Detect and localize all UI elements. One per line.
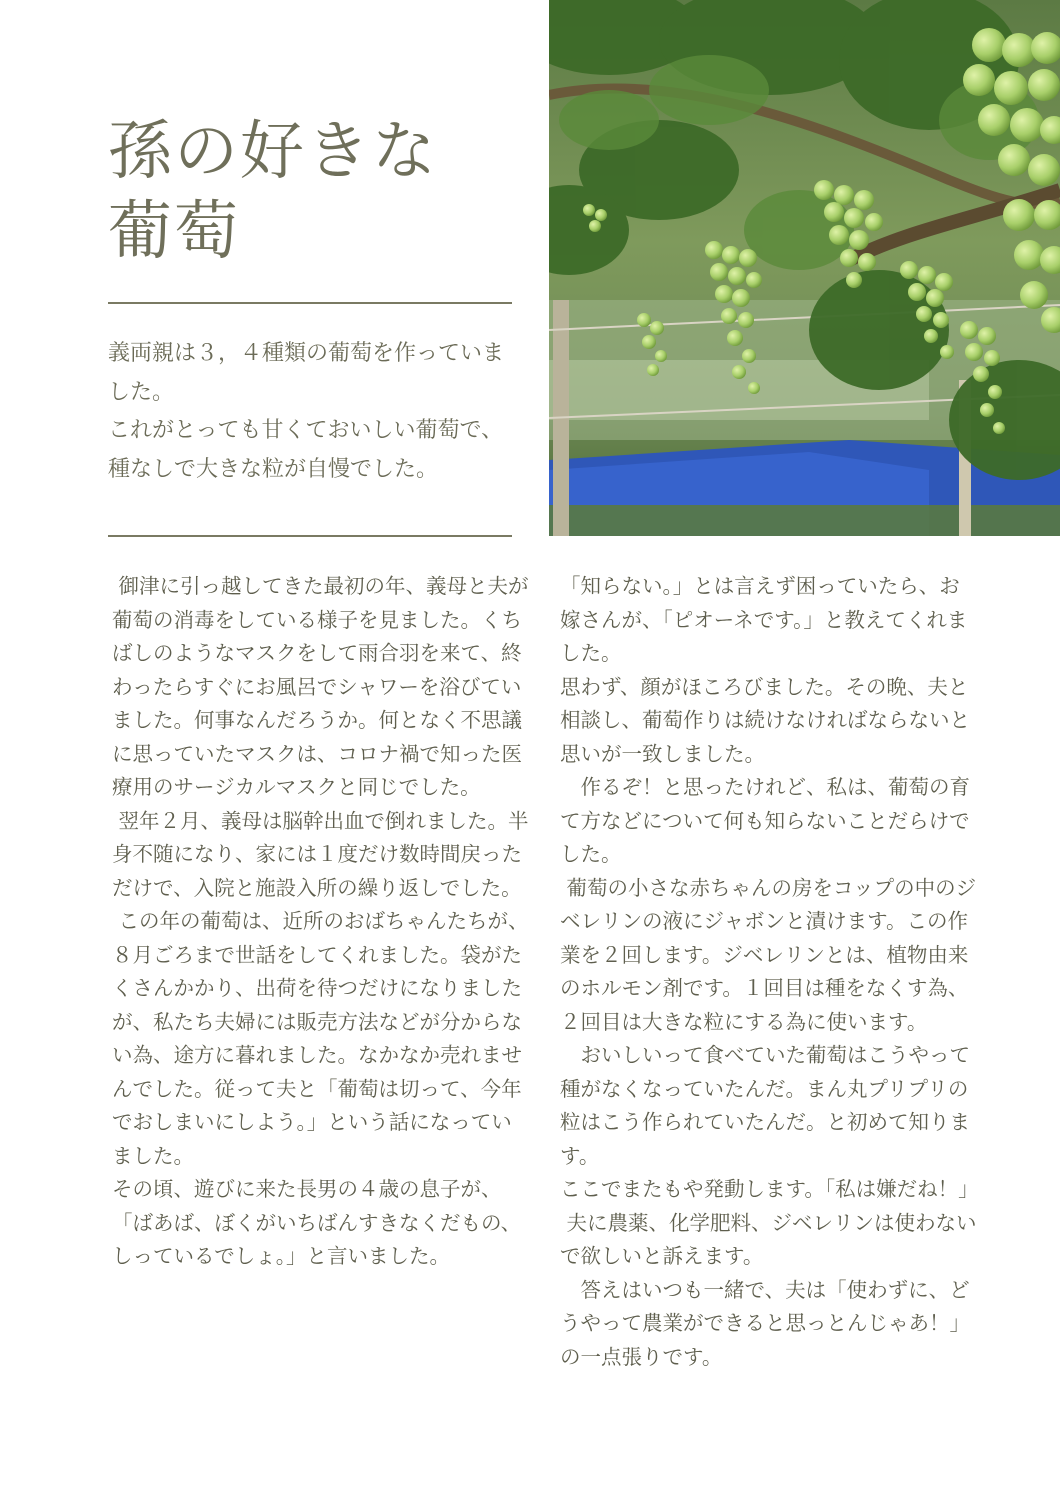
- body-paragraph: その頃、遊びに来た長男の４歳の息子が、「ばあば、ぼくがいちばんすきなくだもの、しっているでしょ。」と言いました。: [112, 1177, 522, 1268]
- title-divider: [108, 302, 512, 304]
- lead-line: 義両親は３，４種類の葡萄を作っていました。: [108, 341, 505, 405]
- body-paragraph: 葡萄の小さな赤ちゃんの房をコップの中のジベレリンの液にジャボンと漬けます。この作業を２回します。ジベレリンとは、植物由来のホルモン剤です。１回目は種をなくす為、２回目は大きな粒にする為に使います。: [560, 875, 977, 1034]
- body-column-right: [560, 570, 980, 1374]
- body-paragraph: 御津に引っ越してきた最初の年、義母と夫が葡萄の消毒をしている様子を見ました。くちばしのようなマスクをして雨合羽を来て、終わったらすぐにお風呂でシャワーを浴びていました。何事なんだろうか。何となく不思議に思っていたマスクは、コロナ禍で知った医療用のサージカルマスクと同じでした。: [112, 574, 529, 799]
- lead-paragraph: [108, 335, 516, 489]
- body-column-left: [112, 570, 532, 1274]
- lead-line: これがとっても甘くておいしい葡萄で、種なしで大きな粒が自慢でした。: [108, 418, 504, 482]
- body-paragraph: おいしいって食べていた葡萄はこうやって種がなくなっていたんだ。まん丸プリプリの粒はこう作られていたんだ。と初めて知ります。: [560, 1043, 970, 1168]
- lead-divider: [108, 535, 512, 537]
- body-paragraph: 思わず、顔がほころびました。その晩、夫と相談し、葡萄作りは続けなければならないと思いが一致しました。: [560, 674, 970, 766]
- body-paragraph: この年の葡萄は、近所のおばちゃんたちが、８月ごろまで世話をしてくれました。袋がたくさんかかり、出荷を待つだけになりましたが、私たち夫婦には販売方法などが分からない為、途方に暮れました。なかなか売れませんでした。従って夫と「葡萄は切って、今年でおしまいにしよう。」という話になっていました。: [112, 909, 529, 1168]
- body-paragraph: 翌年２月、義母は脳幹出血で倒れました。半身不随になり、家には１度だけ数時間戻っただけで、入院と施設入所の繰り返しでした。: [112, 808, 529, 900]
- body-paragraph: 答えはいつも一緒で、夫は「使わずに、どうやって農業ができると思っとんじゃあ！」の一点張りです。: [560, 1277, 970, 1369]
- body-paragraph: 作るぞ！と思ったけれど、私は、葡萄の育て方などについて何も知らないことだらけでした。: [560, 775, 970, 866]
- article-title: 孫の好きな 葡萄: [108, 115, 438, 269]
- body-paragraph: 「知らない。」とは言えず困っていたら、お嫁さんが、「ピオーネです。」と教えてくれました。: [560, 574, 968, 665]
- body-paragraph: 夫に農薬、化学肥料、ジベレリンは使わないで欲しいと訴えます。: [560, 1210, 977, 1268]
- body-paragraph: ここでまたもや発動します。「私は嫌だね！」: [560, 1177, 979, 1201]
- grape-vine-photo: [549, 0, 1060, 536]
